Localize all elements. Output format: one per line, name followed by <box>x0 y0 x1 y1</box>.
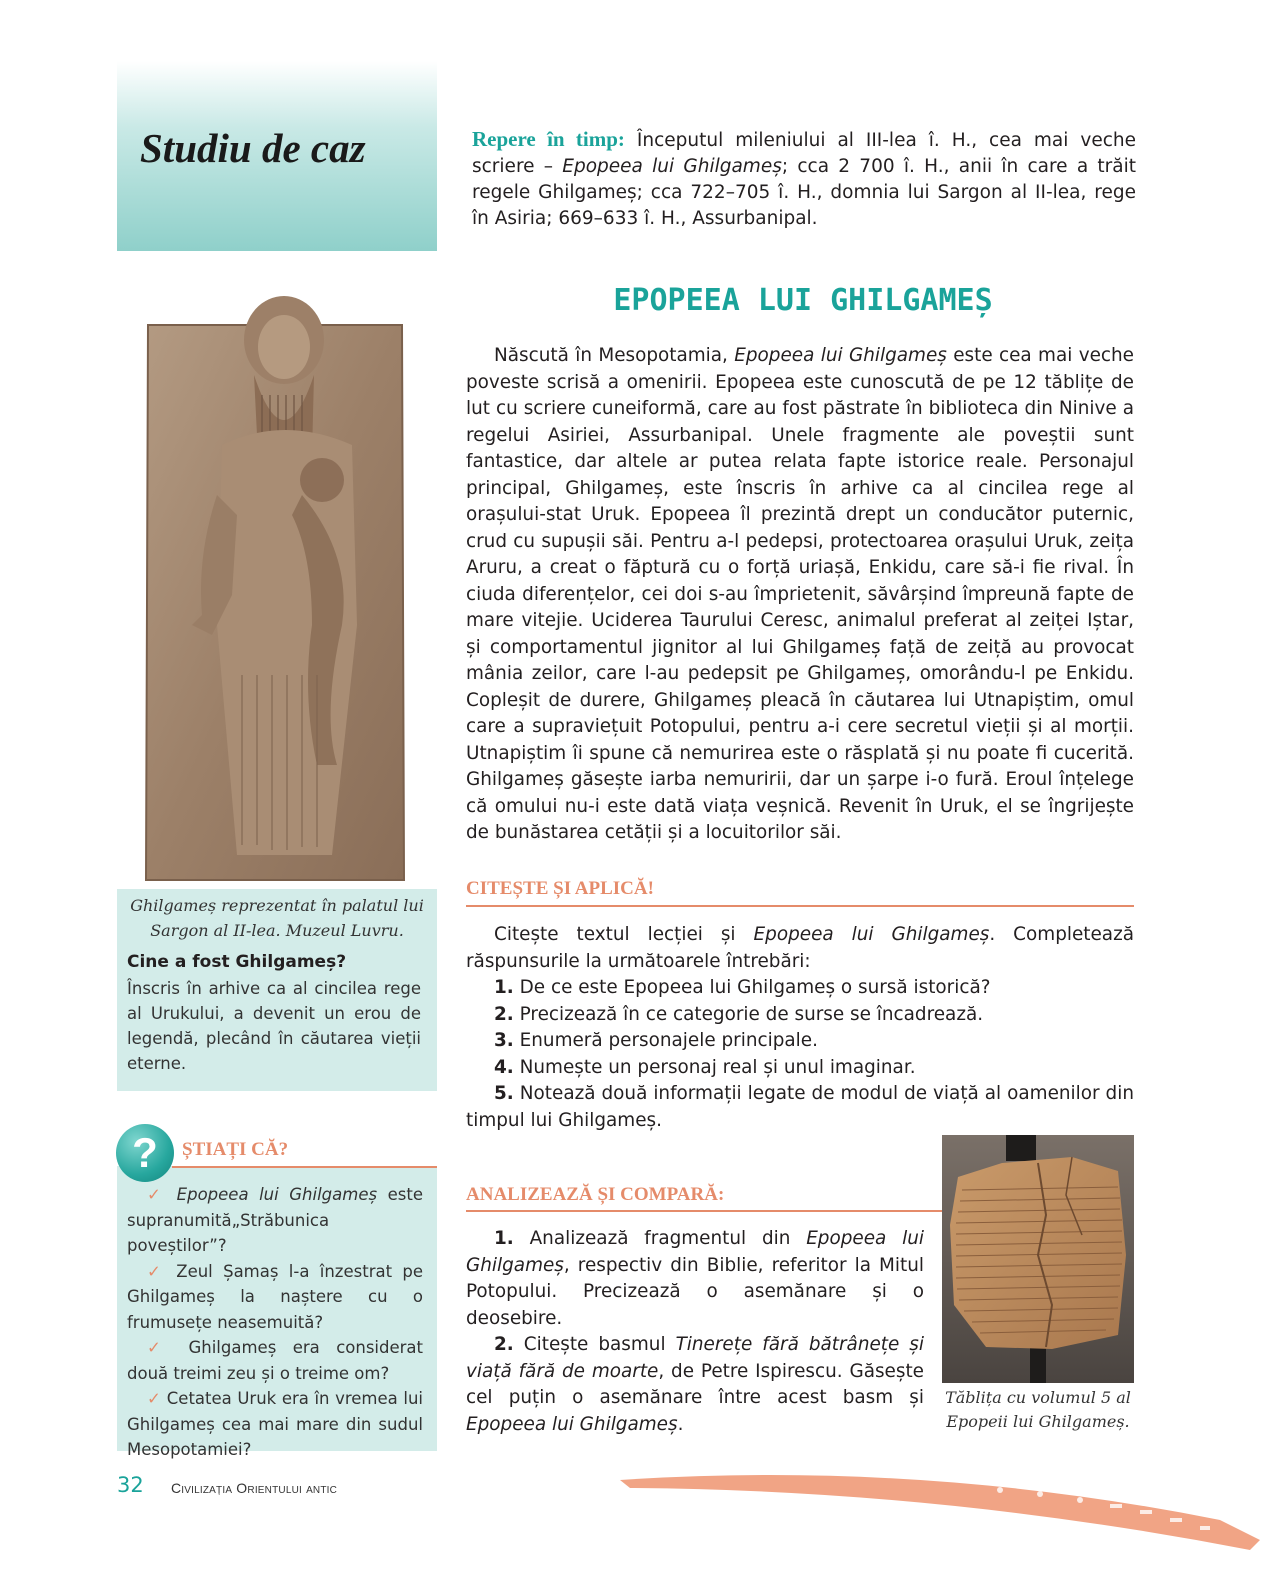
question-italic: Tinerețe fără bătrânețe și viață fără de moarte <box>466 1334 924 1382</box>
question-number: 1. <box>494 1228 514 1249</box>
read-apply-title: CITEȘTE ȘI APLICĂ! <box>466 878 654 899</box>
who-text: Înscris în arhive ca al cincilea rege al Urukului, a devenit un erou de legendă, plecând în căutarea vieții eterne. <box>127 979 421 1073</box>
question-item <box>466 975 1134 1002</box>
list-item-text: Ghilgameș era considerat două treimi zeu și o treime om? <box>127 1338 423 1383</box>
intro-text: Citește textul lecției și <box>494 924 754 945</box>
intro-italic: Epopeea lui Ghilgameș <box>753 924 990 945</box>
question-text: Analizează fragmentul din <box>513 1228 807 1249</box>
time-landmarks-text: Începutul mileniului al III-lea î. H., cea mai veche scriere – <box>472 130 1136 177</box>
question-text: Numește un personaj real și unul imaginar. <box>513 1056 916 1078</box>
question-italic: Epopeea lui Ghilgameș <box>466 1228 924 1276</box>
question-number: 3. <box>494 1030 514 1051</box>
clay-tablet-image <box>942 1135 1134 1383</box>
question-number: 1. <box>494 977 514 998</box>
list-item <box>127 1386 423 1463</box>
read-apply-intro <box>466 922 1134 975</box>
question-item <box>466 1081 1134 1134</box>
question-item <box>466 1055 1134 1082</box>
question-text: Citește basmul <box>513 1334 676 1355</box>
time-landmarks-text-2: ; cca 2 700 î. H., anii în care a trăit regele Ghilgameș; cca 722–705 î. H., domnia lui Sargon al II-lea, rege în Asiria; 669–633 î. H., Assurbanipal. <box>472 156 1136 229</box>
case-study-title: Studiu de caz <box>140 125 366 171</box>
question-text-2: , de Petre Ispirescu. Găsește cel puțin o asemănare între acest basm și <box>466 1360 924 1408</box>
main-paragraph <box>466 343 1134 847</box>
list-item-text: este supranumită„Străbunica poveștilor”? <box>127 1185 423 1255</box>
question-text-2: , respectiv din Biblie, referitor la Mitul Potopului. Precizează o asemănare și o deosebire. <box>466 1254 924 1329</box>
list-item-text: Zeul Șamaș l-a înzestrat pe Ghilgameș la naștere cu o frumusețe neasemuită? <box>127 1261 424 1332</box>
question-text: Notează două informații legate de modul de viață al oamenilor din timpul lui Ghilgameș. <box>466 1083 1134 1131</box>
question-number: 4. <box>494 1056 514 1078</box>
main-text-italic: Epopeea lui Ghilgameș <box>734 345 947 366</box>
read-apply-divider <box>466 905 1134 907</box>
list-item <box>127 1182 423 1259</box>
question-text: Enumeră personajele principale. <box>513 1030 818 1051</box>
analyze-compare-content <box>466 1226 924 1438</box>
question-item <box>466 1028 1134 1055</box>
check-icon: ✓ <box>147 1185 167 1204</box>
question-italic-2: Epopeea lui Ghilgameș <box>466 1413 678 1435</box>
did-you-know-list <box>127 1182 423 1463</box>
intro-text-end: . Completează răspunsurile la următoarele întrebări: <box>466 924 1135 972</box>
question-text: Precizează în ce categorie de surse se încadrează. <box>513 1003 984 1025</box>
time-landmarks-label: Repere în timp: <box>472 127 625 151</box>
who-title: Cine a fost Ghilgameș? <box>127 952 347 972</box>
list-item <box>127 1259 423 1336</box>
did-you-know-title: ȘTIAȚI CĂ? <box>182 1139 289 1160</box>
main-text-rest: este cea mai veche poveste scrisă a omenirii. Epopeea este cunoscută de pe 12 tăblițe de lut cu scriere cuneiformă, care au fost păstrate în biblioteca din Ninive a regelui Asiriei, Assurbanipal. Unele fragmente ale poveștii sunt fantastice, dar altele ar putea relata fapte istorice reale. Personajul principal, Ghilgameș, este înscris în arhive ca al cincilea rege al orașului-stat Uruk. Epopeea îl prezintă drept un conducător puternic, crud cu supușii săi. Pentru a-l pedepsi, protectoarea orașului Uruk, zeița Aruru, a creat o făptură cu o forță uriașă, Enkidu, care să-i fie rival. În ciuda diferențelor, cei doi s-au împrietenit, săvârșind împreună fapte de mare vitejie. Uciderea Taurului Ceresc, animalul preferat al zeiței Iștar, și comportamentul jignitor al lui Ghilgameș față de zeiță au provocat mânia zeilor, care l-au pedepsit pe Ghilgameș, omorându-l pe Enkidu. Copleșit de durere, Ghilgameș pleacă în căutarea lui Utnapiștim, omul care a supraviețuit Potopului, pentru a-i cere secretul vieții și al morții. Utnapiștim îi spune că nemurirea este o răsplată și nu poate fi cucerită. Ghilgameș găsește iarba nemuririi, dar un șarpe i-o fură. Eroul înțelege că omului nu-i este dată viața veșnică. Revenit în Uruk, el se îngrijește de bunăstarea cetății și a locuitorilor săi. <box>466 345 1134 843</box>
question-item <box>466 1002 1134 1029</box>
check-icon: ✓ <box>147 1261 166 1281</box>
time-landmarks <box>472 126 1136 232</box>
analyze-question-1 <box>466 1226 924 1332</box>
list-item-text: Cetatea Uruk era în vremea lui Ghilgameș cea mai mare din sudul Mesopotamiei? <box>127 1389 423 1459</box>
question-text-3: . <box>677 1413 684 1435</box>
statue-caption: Ghilgameș reprezentat în palatul lui Sargon al II-lea. Muzeul Luvru. <box>130 896 424 940</box>
question-mark-icon: ? <box>116 1124 174 1182</box>
analyze-compare-title: ANALIZEAZĂ ȘI COMPARĂ: <box>466 1184 725 1205</box>
page-title: EPOPEEA LUI GHILGAMEȘ <box>613 283 993 318</box>
list-item-italic: Epopeea lui Ghilgameș <box>176 1185 378 1204</box>
gilgamesh-statue-image <box>142 295 412 885</box>
list-item <box>127 1335 423 1386</box>
analyze-question-2 <box>466 1332 924 1438</box>
analyze-compare-divider <box>466 1210 942 1212</box>
read-apply-content <box>466 922 1134 1134</box>
did-you-know-divider <box>172 1166 437 1168</box>
footer-chapter-title: Civilizația Orientului antic <box>171 1480 338 1496</box>
tablet-caption: Tăblița cu volumul 5 al Epopeii lui Ghilgameș. <box>945 1388 1131 1431</box>
question-number: 5. <box>494 1083 514 1104</box>
question-text: De ce este Epopeea lui Ghilgameș o sursă istorică? <box>513 977 991 998</box>
time-landmarks-italic: Epopeea lui Ghilgameș <box>562 156 782 177</box>
check-icon: ✓ <box>147 1389 162 1408</box>
page-number: 32 <box>117 1473 144 1497</box>
decorative-swoosh <box>620 1460 1270 1580</box>
check-icon: ✓ <box>147 1338 173 1357</box>
question-number: 2. <box>494 1334 514 1355</box>
question-number: 2. <box>494 1003 514 1025</box>
main-text-start: Născută în Mesopotamia, <box>494 345 735 366</box>
